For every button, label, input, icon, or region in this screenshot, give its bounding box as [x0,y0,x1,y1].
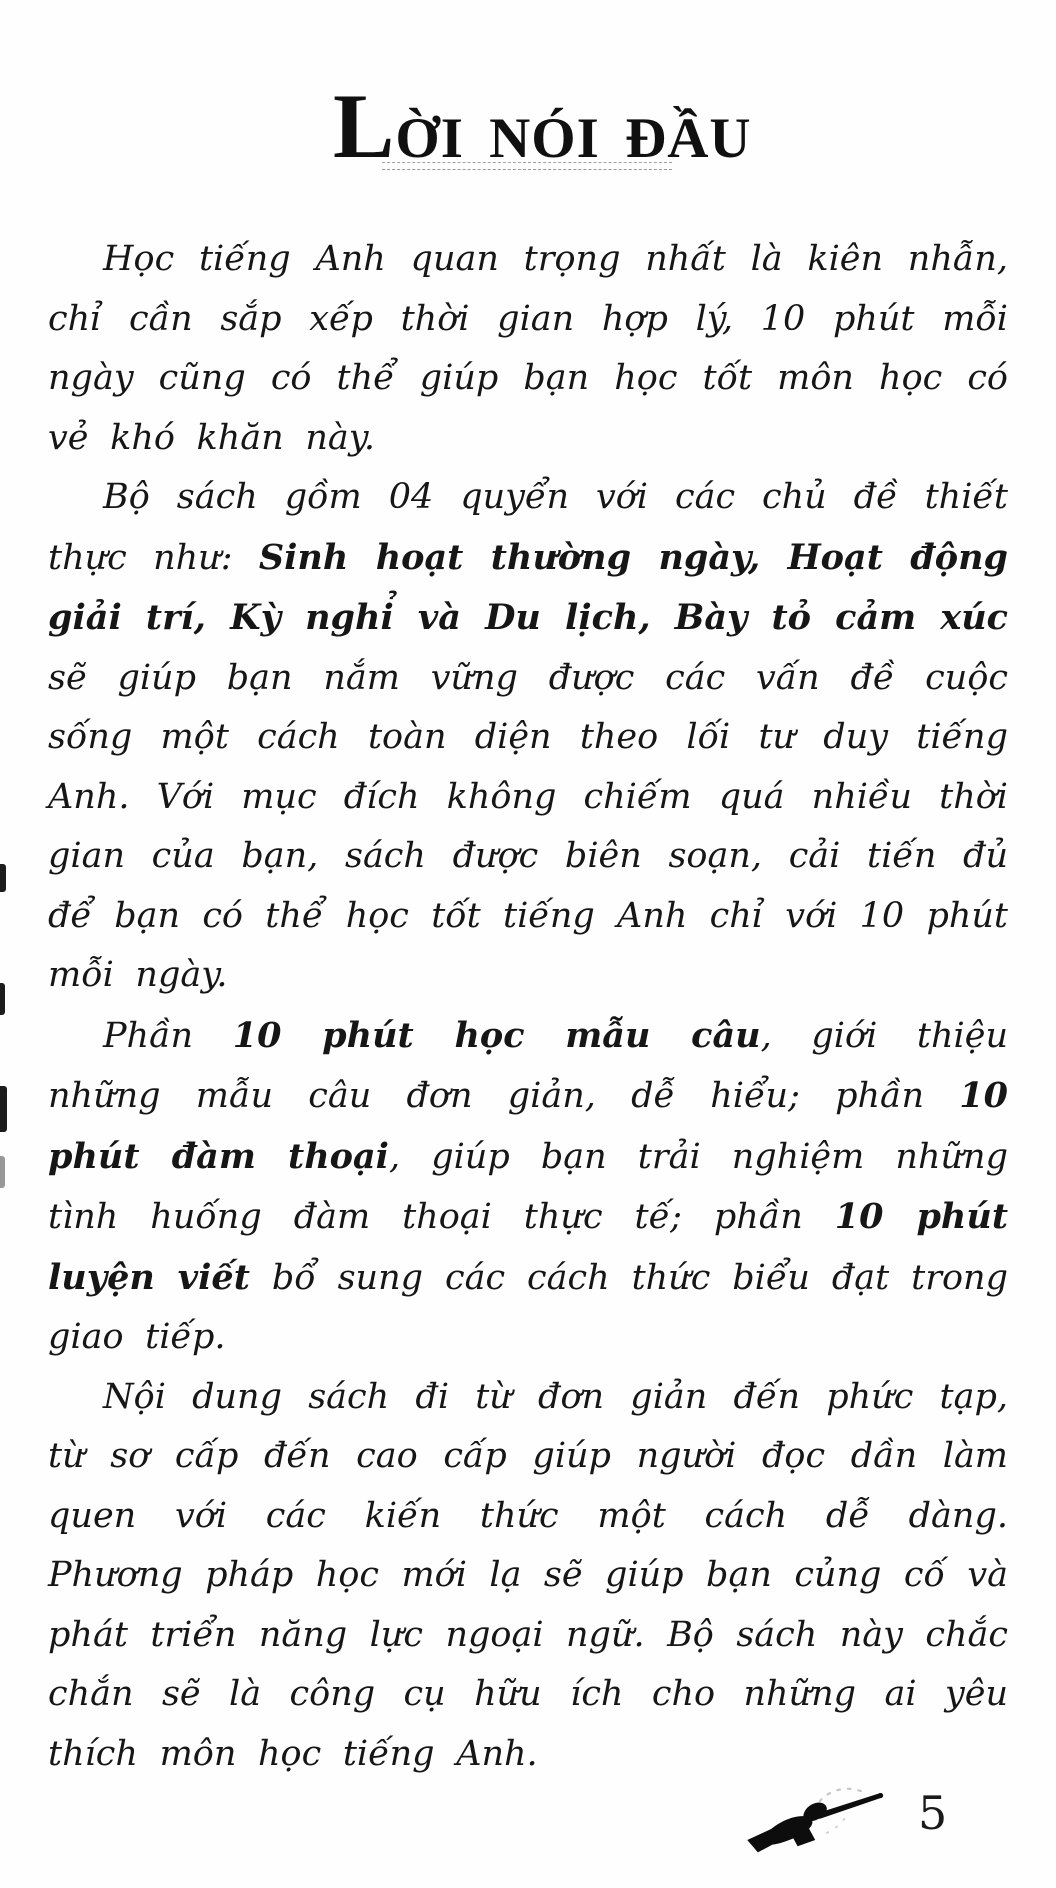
paragraph [48,230,1008,468]
text-run: , giới thiệu những mẫu câu đơn giản, dễ hiểu; phần [48,1015,1008,1116]
paragraph [48,1006,1008,1368]
bold-text-run: 10 phút học mẫu câu [232,1014,761,1056]
bold-text-run: 10 phút đàm thoại [48,1075,1008,1177]
page-header [0,0,1056,200]
binding-artifact [0,1086,7,1132]
binding-artifact [0,983,5,1015]
plane-sketch-icon [742,1778,892,1858]
paragraph [48,468,1008,1006]
paragraph [48,1368,1008,1785]
bold-text-run: Sinh hoạt thường ngày, Hoạt động giải trí, Kỳ nghỉ và Du lịch, Bày tỏ cảm xúc [48,536,1008,638]
text-run: Phần [103,1015,233,1056]
binding-artifact [0,1156,5,1188]
title-underline [382,162,672,170]
text-run: Nội dung sách đi từ đơn giản đến phức tạp, từ sơ cấp đến cao cấp giúp người đọc dần làm quen với các kiến thức một cách dễ dàng. Phương pháp học mới lạ sẽ giúp bạn củng cố và phát triển năng lực ngoại ngữ. Bộ sách này chắc chắn sẽ là công cụ hữu ích cho những ai yêu thích môn học tiếng Anh. [48,1376,1008,1774]
title-rest: ỜI NÓI ĐẦU [395,107,752,170]
binding-artifact [0,864,6,892]
title-drop-cap: L [333,75,396,177]
text-run: sẽ giúp bạn nắm vững được các vấn đề cuộc sống một cách toàn diện theo lối tư duy tiếng Anh. Với mục đích không chiếm quá nhiều thời gian của bạn, sách được biên soạn, cải tiến đủ để bạn có thể học tốt tiếng Anh chỉ với 10 phút mỗi ngày. [48,657,1008,995]
page-body [48,230,1008,1784]
text-run: Học tiếng Anh quan trọng nhất là kiên nhẫn, chỉ cần sắp xếp thời gian hợp lý, 10 phút mỗi ngày cũng có thể giúp bạn học tốt môn học có vẻ khó khăn này. [48,239,1008,458]
text-run: bổ sung các cách thức biểu đạt trong giao tiếp. [48,1257,1008,1357]
page-number: 5 [918,1786,948,1840]
bold-text-run: 10 phút luyện viết [48,1196,1008,1298]
page-title [333,75,752,177]
text-run: Bộ sách gồm 04 quyển với các chủ đề thiết thực như: [48,477,1008,578]
text-run: , giúp bạn trải nghiệm những tình huống đàm thoại thực tế; phần [48,1136,1008,1237]
